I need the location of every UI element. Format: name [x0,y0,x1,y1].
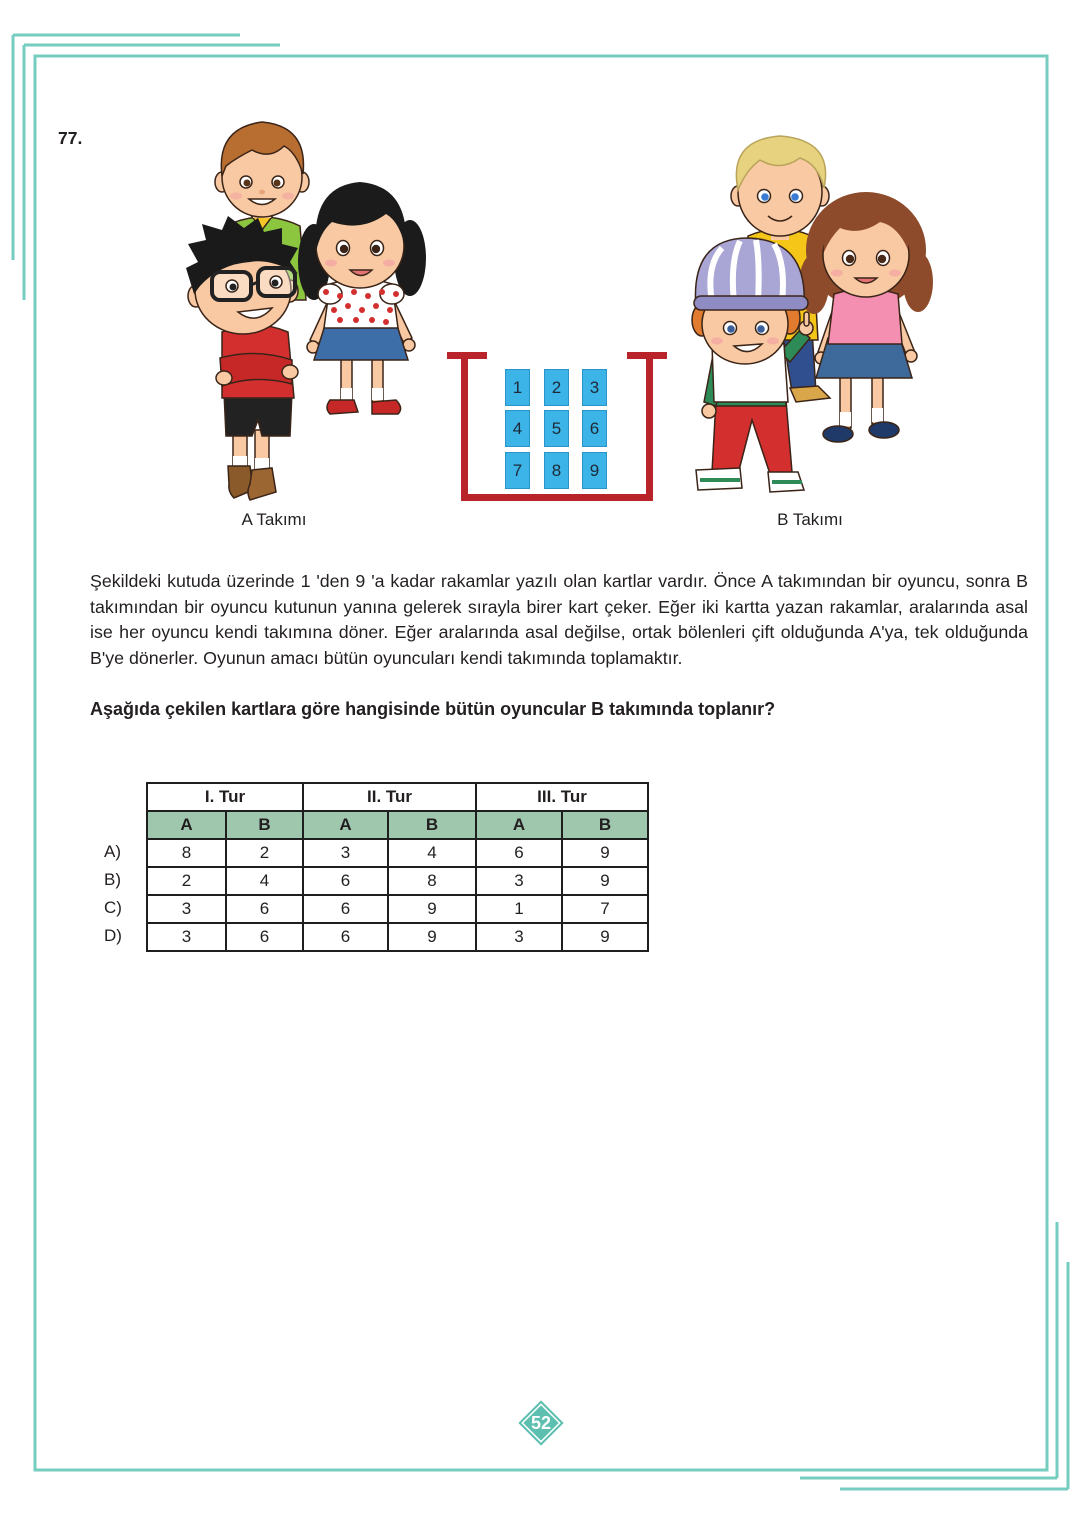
round-header: II. Tur [303,783,476,811]
paragraph-line: takımından bir oyuncu kutunun yanına gelerek sırayla birer kart çeker. Eğer iki kartta yazan rakamlar, aralarında asal [90,596,1028,617]
table-cell: 7 [562,895,648,923]
team-subheader: B [226,811,303,839]
team-subheader: B [562,811,648,839]
number-card: 7 [505,452,530,489]
table-row [147,923,648,951]
table-cell: 6 [303,867,388,895]
table-cell: 2 [147,867,226,895]
team-subheader: A [147,811,226,839]
number-card: 2 [544,369,569,406]
number-card: 3 [582,369,607,406]
table-cell: 8 [388,867,476,895]
option-label-b: B) [104,870,121,889]
table-row [147,895,648,923]
team-b-label: B Takımı [777,510,843,529]
question-prompt: Aşağıda çekilen kartlara göre hangisinde bütün oyuncular B takımında toplanır? [90,699,776,719]
table-cell: 1 [476,895,562,923]
table-cell: 6 [476,839,562,867]
table-cell: 8 [147,839,226,867]
table-row [147,839,648,867]
option-label-d: D) [104,926,122,945]
table-cell: 9 [562,867,648,895]
table-cell: 6 [226,895,303,923]
page-number: 52 [530,1413,552,1433]
table-cell: 4 [388,839,476,867]
team-subheader: A [476,811,562,839]
number-card: 5 [544,410,569,447]
round-header: III. Tur [476,783,648,811]
table-row [147,867,648,895]
answer-table [146,782,649,952]
table-cell: 6 [226,923,303,951]
table-cell: 3 [476,867,562,895]
table-cell: 3 [147,923,226,951]
round-header: I. Tur [147,783,303,811]
question-number: 77. [58,128,83,148]
table-cell: 6 [303,923,388,951]
table-cell: 3 [147,895,226,923]
team-a-boy-glasses [186,216,298,500]
illustration [0,0,1080,530]
team-subheader: A [303,811,388,839]
option-label-c: C) [104,898,122,917]
number-card: 9 [582,452,607,489]
number-card: 4 [505,410,530,447]
table-cell: 9 [388,895,476,923]
table-cell: 9 [562,839,648,867]
option-label-a: A) [104,842,121,861]
table-cell: 4 [226,867,303,895]
team-subheader: B [388,811,476,839]
page-number-badge [519,1401,563,1445]
table-cell: 2 [226,839,303,867]
problem-paragraph [90,569,1028,671]
paragraph-line: ise her oyuncu kendi takımına döner. Eğer aralarında asal değilse, ortak bölenleri çift olduğunda A'ya, tek olduğunda [90,622,1028,642]
team-a-girl-black-pigtails [298,182,426,414]
number-card: 8 [544,452,569,489]
team-b-girl-brown-hair [799,192,933,442]
paragraph-line: Şekildeki kutuda üzerinde 1 'den 9 'a kadar rakamlar yazılı olan kartlar vardır. Önce A takımından bir oyuncu, sonra B [90,571,1028,591]
number-card: 1 [505,369,530,406]
number-card: 6 [582,410,607,447]
table-cell: 6 [303,895,388,923]
table-cell: 3 [303,839,388,867]
team-a-label: A Takımı [241,510,307,529]
table-cell: 3 [476,923,562,951]
table-cell: 9 [562,923,648,951]
table-cell: 9 [388,923,476,951]
paragraph-line: B'ye dönerler. Oyunun amacı bütün oyuncuları kendi takımında toplamaktır. [90,647,683,668]
